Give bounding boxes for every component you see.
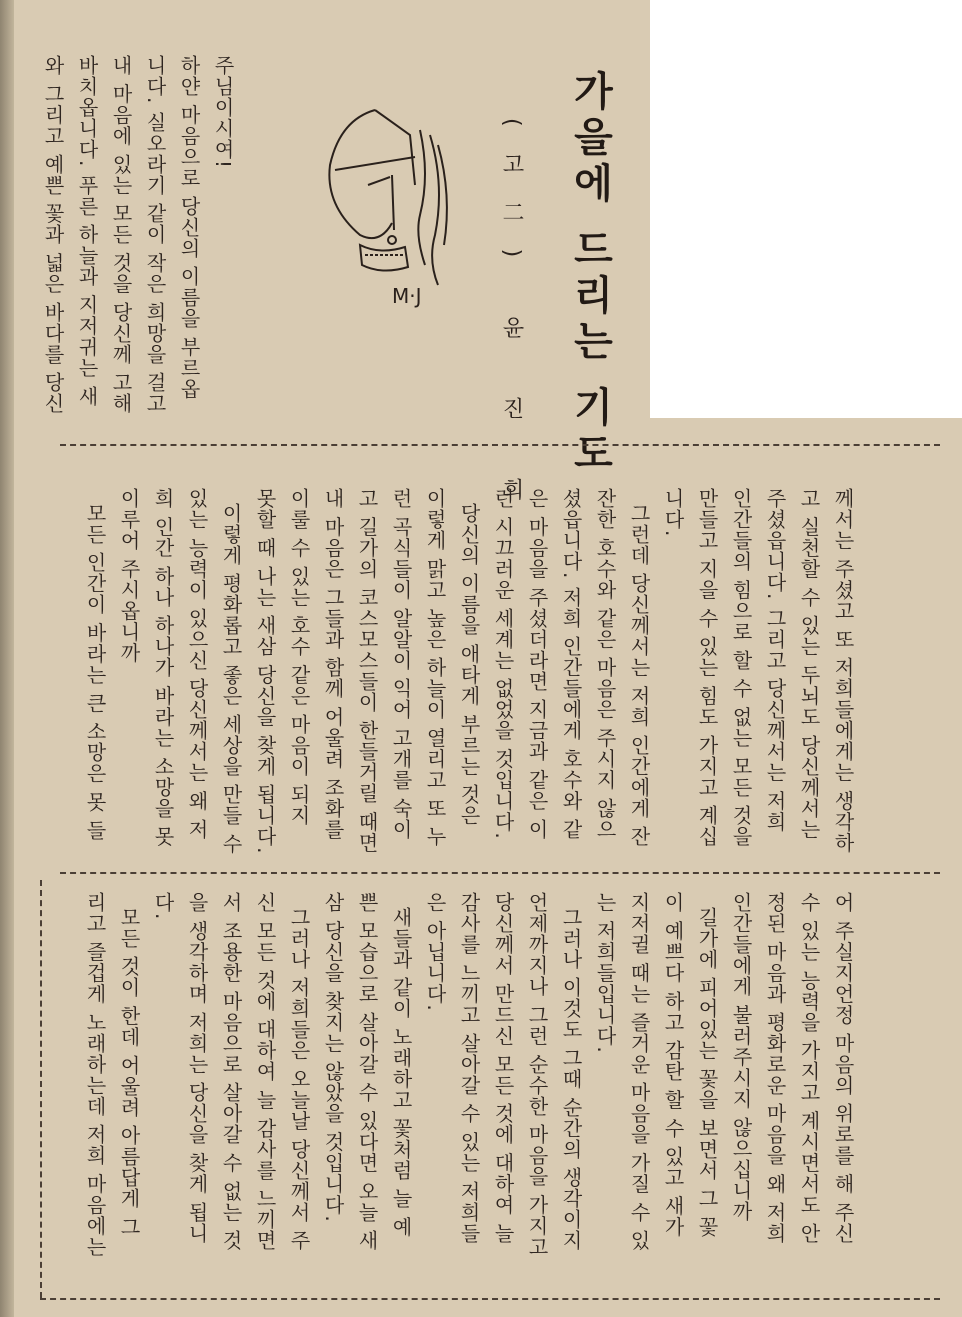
section-2-line: 만들고 지을 수 있는 힘도 가지고 계십	[695, 488, 719, 848]
section-2-line: 그런데 당신께서는 저희 인간에게 잔	[627, 488, 651, 848]
section-2-line: 이루어 주시옵니까	[117, 488, 141, 664]
section-2-line: 잔한 호수와 같은 마음은 주시지 않으	[593, 488, 617, 840]
section-3-line: 새들과 같이 노래하고 꽃처럼 늘 예	[389, 892, 413, 1238]
section-2-line: 당신의 이름을 애타게 부르는 것은	[457, 488, 481, 827]
section-3-line: 인간들에게 불러주시지 않으십니까	[729, 892, 753, 1222]
section-1-line: 니다. 실오라기 같이 작은 희망을 걸고	[143, 55, 167, 415]
section-2-line: 셨읍니다. 저희 인간들에게 호수와 같	[559, 488, 583, 840]
section-3-line: 쁜 모습으로 살아갈 수 있다면 오늘 새	[355, 892, 379, 1252]
section-1-line: 내 마음에 있는 모든 것을 당신께 고해	[109, 55, 133, 415]
section-3-line: 모든 것이 한데 어울려 아름답게 그	[117, 892, 141, 1238]
section-2-text	[78, 488, 860, 858]
section-3-line: 리고 즐겁게 노래하는데 저희 마음에는	[83, 892, 107, 1258]
section-3-line: 이 예쁘다 하고 감탄 할 수 있고 새가	[661, 892, 685, 1238]
section-3-line: 정된 마음과 평화로운 마음을 왜 저희	[763, 892, 787, 1244]
section-2-line: 런 시끄러운 세계는 없었을 것입니다.	[491, 488, 515, 840]
section-1-line: 와 그리고 예쁜 꽃과 넓은 바다를 당신	[41, 55, 65, 415]
section-2-line: 런 곡식들이 알알이 익어 고개를 숙이	[389, 488, 413, 840]
section-3-line: 을 생각하며 저희는 당신을 찾게 됩니	[185, 892, 209, 1244]
section-3-line: 삼 당신을 찾지는 않았을 것입니다.	[321, 892, 345, 1223]
section-2-line: 모든 인간이 바라는 큰 소망은 못 들	[83, 488, 107, 841]
section-3-line: 언제까지나 그런 순수한 마음을 가지고	[525, 892, 549, 1258]
portrait-sketch	[320, 95, 460, 310]
section-2-line: 이룰 수 있는 호수 같은 마음이 되지	[287, 488, 311, 827]
section-3-line: 길가에 피어있는 꽃을 보면서 그 꽃	[695, 892, 719, 1238]
section-1-line: 하얀 마음으로 당신의 이름을 부르옵	[177, 55, 201, 400]
section-2-line: 고 길가의 코스모스들이 한들거릴 때면	[355, 488, 379, 854]
section-3-line: 다.	[151, 892, 175, 921]
section-2-line: 이렇게 맑고 높은 하늘이 열리고 또 누	[423, 488, 447, 848]
divider-top	[60, 444, 940, 446]
sketch-signature: M·J	[392, 284, 422, 308]
divider-middle	[60, 872, 940, 874]
section-2-line: 고 실천할 수 있는 두뇌도 당신께서는	[797, 488, 821, 840]
section-2-line: 니다.	[661, 488, 685, 538]
section-3-line: 그러나 저희들은 오늘날 당신께서 주	[287, 892, 311, 1252]
section-2-line: 은 마음을 주셨더라면 지금과 같은 이	[525, 488, 549, 840]
section-3-line: 그러나 이것도 그때 순간의 생각이지	[559, 892, 583, 1252]
section-1-text	[36, 55, 240, 430]
section-3-line: 당신께서 만드신 모든 것에 대하여 늘	[491, 892, 515, 1244]
section-3-line: 어 주실지언정 마음의 위로를 해 주신	[831, 892, 855, 1244]
section-3-line: 은 아닙니다.	[423, 892, 447, 1012]
section-2-line: 께서는 주셨고 또 저희들에게는 생각하	[831, 488, 855, 854]
section-2-line: 인간들의 힘으로 할 수 없는 모든 것을	[729, 488, 753, 848]
article-author: (고二) 윤 진 희	[499, 118, 524, 527]
section-2-line: 희 인간 하나 하나가 바라는 소망을 못	[151, 488, 175, 848]
article-title: 가을에 드리는 기도	[567, 70, 614, 478]
section-3-line: 감사를 느끼고 살아갈 수 있는 저희들	[457, 892, 481, 1244]
section-2-line: 있는 능력이 있으신 당신께서는 왜 저	[185, 488, 209, 840]
section-2-line: 못할 때 나는 새삼 당신을 찾게 됩니다.	[253, 488, 277, 855]
section-3-text	[78, 892, 860, 1272]
section-2-line: 주셨읍니다. 그리고 당신께서는 저희	[763, 488, 787, 833]
section-1-line: 바치옵니다. 푸른 하늘과 지저귀는 새	[75, 55, 99, 407]
section-2-line: 이렇게 평화롭고 좋은 세상을 만들 수	[219, 488, 243, 855]
divider-bottom	[40, 1298, 940, 1300]
divider-left	[40, 880, 42, 1298]
section-3-line: 는 저희들입니다.	[593, 892, 617, 1054]
binding-gutter	[0, 0, 14, 1317]
section-3-line: 수 있는 능력을 가지고 계시면서도 안	[797, 892, 821, 1244]
section-2-line: 내 마음은 그들과 함께 어울려 조화를	[321, 488, 345, 840]
section-3-line: 신 모든 것에 대하여 늘 감사를 느끼면	[253, 892, 277, 1252]
section-1-line: 주님이시여!	[211, 55, 235, 170]
section-3-line: 지저귈 때는 즐거운 마음을 가질 수 있	[627, 892, 651, 1252]
section-3-line: 서 조용한 마음으로 살아갈 수 없는 것	[219, 892, 243, 1252]
